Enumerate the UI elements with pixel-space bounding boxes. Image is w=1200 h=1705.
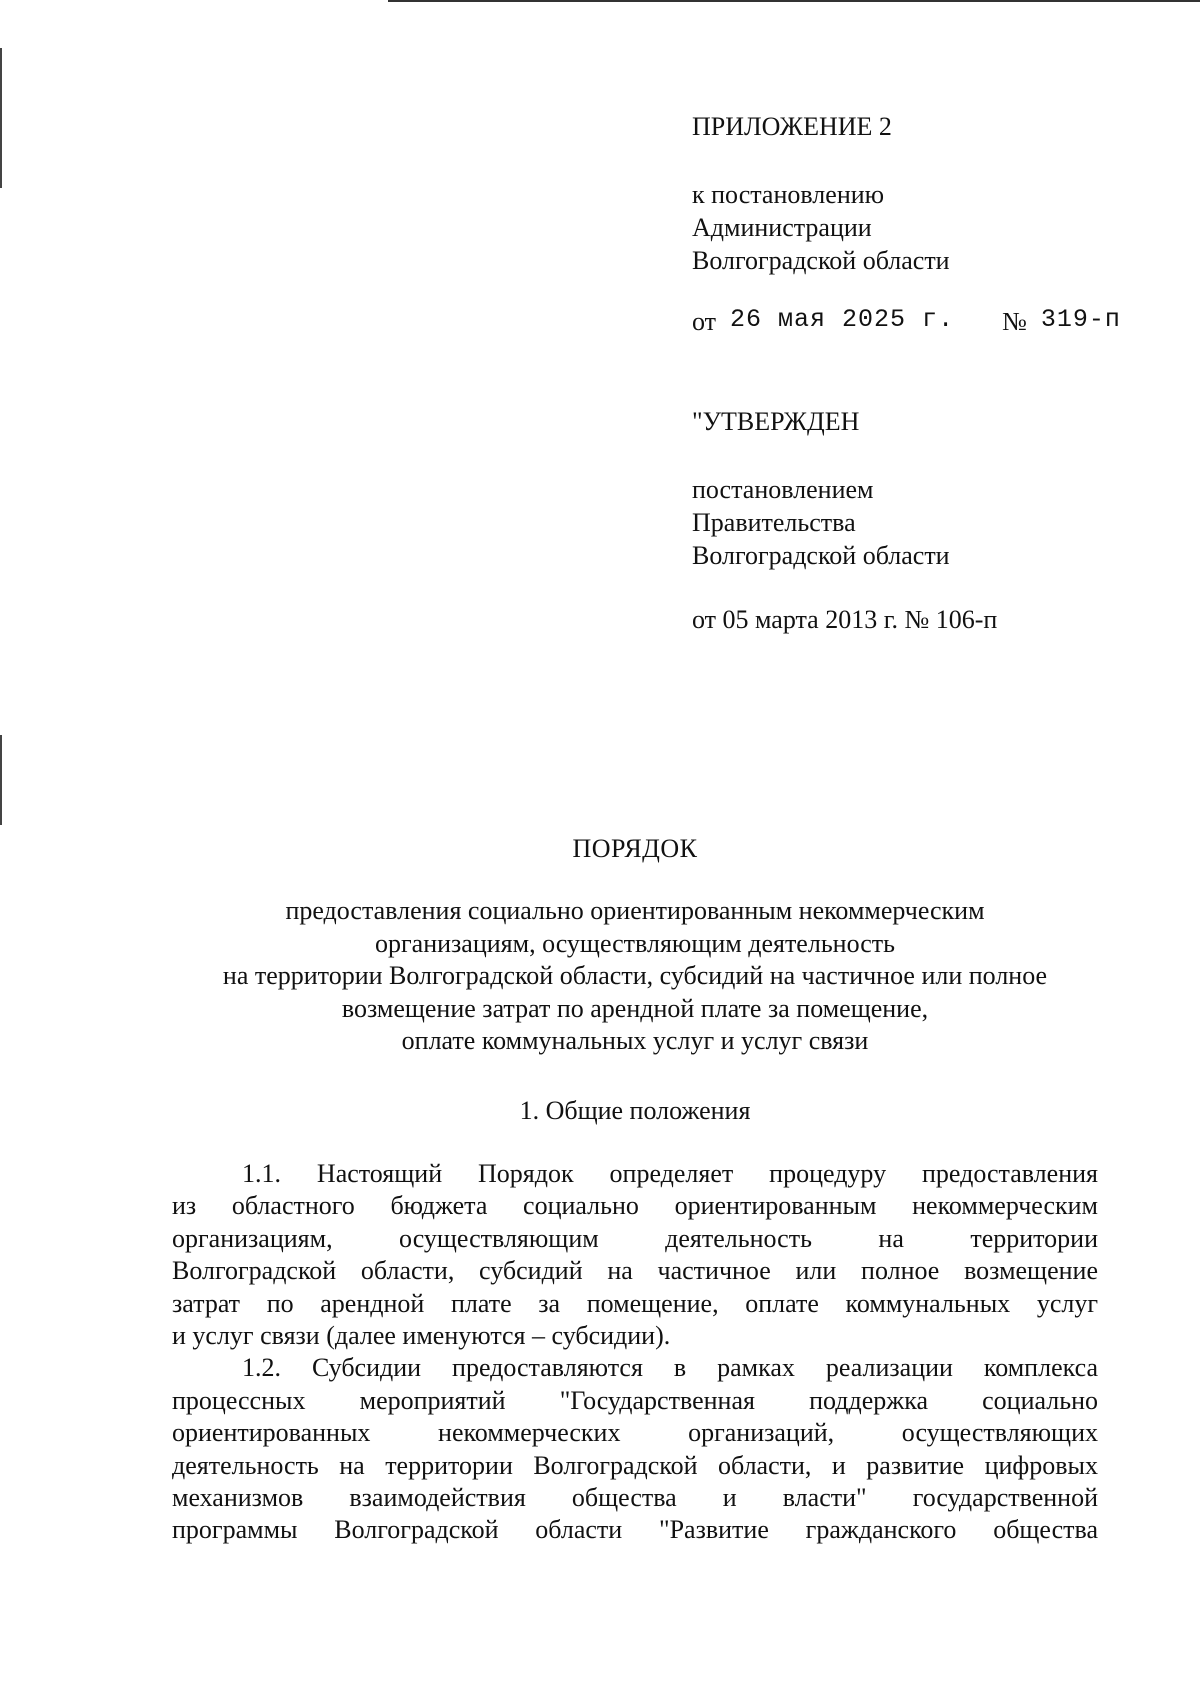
approved-ref-line: Волгоградской области [692,541,950,570]
document-body [172,1158,1098,1547]
document-subtitle [0,895,1200,1058]
approved-reference [692,473,1172,572]
paragraph [172,1352,1098,1546]
paragraph-line: и услуг связи (далее именуются – субсидии). [172,1321,671,1351]
scan-edge-line [388,0,1200,2]
date-prefix: от [692,307,717,336]
approved-date-line: от 05 марта 2013 г. № 106-п [692,605,998,634]
paragraph-line: ориентированных некоммерческих организаций, осуществляющих [172,1418,1098,1448]
approved-title: "УТВЕРЖДЕН [692,407,860,436]
paragraph-line: программы Волгоградской области "Развитие гражданского общества [172,1515,1098,1545]
scan-margin-mark [0,735,2,825]
subtitle-line: организациям, осуществляющим деятельность [375,928,895,958]
paragraph-line: механизмов взаимодействия общества и власти" государственной [172,1483,1098,1513]
attachment-ref-line: Администрации [692,213,872,242]
attachment-ref-line: Волгоградской области [692,246,950,275]
paragraph-line: 1.2. Субсидии предоставляются в рамках реализации комплекса [242,1353,1098,1383]
scan-margin-mark [0,48,2,188]
paragraph-line: организациям, осуществляющим деятельность на территории [172,1223,1098,1253]
approved-ref-line: постановлением [692,475,874,504]
attachment-number: 319-п [1040,305,1121,334]
approved-ref-line: Правительства [692,508,856,537]
document-heading: ПОРЯДОК [572,834,698,863]
section-title: 1. Общие положения [519,1096,751,1125]
subtitle-line: на территории Волгоградской области, субсидий на частичное или полное [222,961,1048,990]
subtitle-line: предоставления социально ориентированным некоммерческим [285,896,985,925]
attachment-date: 26 мая 2025 г. [730,305,955,334]
paragraph-line: 1.1. Настоящий Порядок определяет процедуру предоставления [242,1159,1098,1188]
number-sign: № [1002,307,1027,336]
paragraph-line: Волгоградской области, субсидий на частичное или полное возмещение [172,1256,1098,1286]
paragraph [172,1158,1098,1352]
paragraph-line: процессных мероприятий "Государственная поддержка социально [172,1385,1098,1415]
subtitle-line: возмещение затрат по арендной плате за помещение, [341,993,929,1023]
paragraph-line: затрат по арендной плате за помещение, оплате коммунальных услуг [172,1288,1098,1318]
subtitle-line: оплате коммунальных услуг и услуг связи [401,1026,869,1055]
attachment-title: ПРИЛОЖЕНИЕ 2 [692,112,892,141]
attachment-date-line [692,305,1172,340]
attachment-reference [692,178,1172,277]
attachment-ref-line: к постановлению [692,180,885,209]
paragraph-line: из областного бюджета социально ориентированным некоммерческим [172,1191,1098,1221]
paragraph-line: деятельность на территории Волгоградской области, и развитие цифровых [172,1450,1098,1480]
